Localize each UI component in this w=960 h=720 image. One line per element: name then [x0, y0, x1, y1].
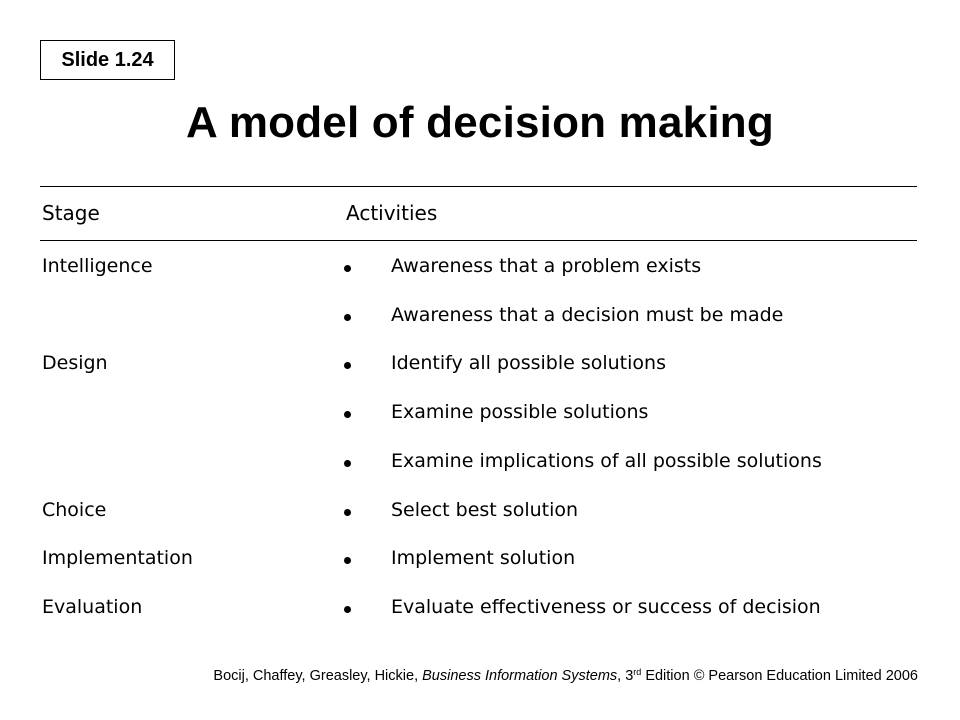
table-row [0, 255, 960, 285]
activity-cell: Select best solution [391, 499, 579, 521]
copyright-footer [213, 667, 918, 684]
activity-cell: Awareness that a problem exists [391, 255, 702, 277]
table-row [0, 547, 960, 577]
slide-title: A model of decision making [186, 98, 774, 147]
footer-authors: Bocij, Chaffey, Greasley, Hickie, [213, 668, 423, 684]
bullet-icon [344, 362, 351, 369]
column-header-activities: Activities [346, 201, 438, 225]
activity-cell: Evaluate effectiveness or success of decision [391, 596, 821, 618]
bullet-icon [344, 606, 351, 613]
activity-cell: Implement solution [391, 547, 576, 569]
table-row [0, 450, 960, 480]
table-header-rule [40, 240, 917, 241]
stage-cell: Implementation [42, 547, 193, 569]
bullet-icon [344, 314, 351, 321]
activity-cell: Examine possible solutions [391, 401, 649, 423]
bullet-icon [344, 557, 351, 564]
stage-cell: Choice [42, 499, 107, 521]
slide-number-label: Slide 1.24 [61, 48, 154, 71]
stage-cell: Intelligence [42, 255, 153, 277]
activity-cell: Awareness that a decision must be made [391, 304, 784, 326]
activity-cell: Identify all possible solutions [391, 352, 666, 374]
bullet-icon [344, 509, 351, 516]
table-row [0, 352, 960, 382]
footer-book-title: Business Information Systems [422, 668, 618, 684]
table-row [0, 596, 960, 626]
slide-number-badge [40, 40, 175, 80]
table-row [0, 304, 960, 334]
bullet-icon [344, 411, 351, 418]
column-header-stage: Stage [42, 201, 100, 225]
footer-edition-suffix: rd [633, 667, 642, 677]
bullet-icon [344, 460, 351, 467]
table-row [0, 401, 960, 431]
table-row [0, 499, 960, 529]
stage-cell: Design [42, 352, 108, 374]
stage-cell: Evaluation [42, 596, 143, 618]
bullet-icon [344, 265, 351, 272]
activity-cell: Examine implications of all possible solutions [391, 450, 822, 472]
footer-edition: , 3 [617, 668, 634, 684]
table-top-rule [40, 186, 917, 187]
footer-publisher: Edition © Pearson Education Limited 2006 [641, 668, 918, 684]
